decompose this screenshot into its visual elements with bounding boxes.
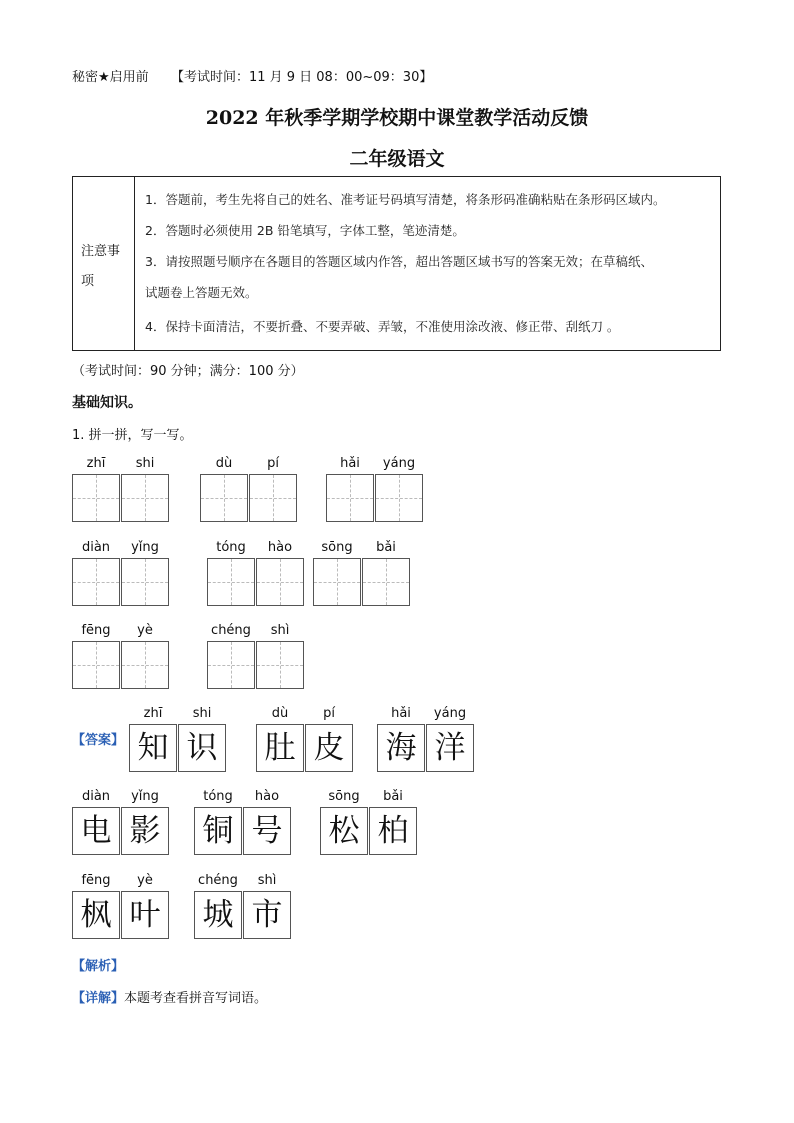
writing-cell[interactable]: [200, 474, 248, 522]
pinyin-label: tóng: [216, 540, 246, 555]
pinyin-label: tóng: [203, 789, 233, 804]
writing-cell[interactable]: [72, 474, 120, 522]
answer-character: 号: [251, 813, 283, 849]
answer-character-cell: [243, 807, 291, 855]
pinyin-label: shì: [257, 873, 277, 888]
answer-character-cell: [256, 724, 304, 772]
answer-character-cell: [426, 724, 474, 772]
answer-character-cell: [194, 891, 242, 939]
detail-line: [72, 987, 267, 1006]
pinyin-label: fēng: [81, 623, 111, 638]
writing-cell[interactable]: [121, 641, 169, 689]
exam-time: 【考试时间：11 月 9 日 08：00~09：30】: [170, 70, 433, 85]
writing-cell[interactable]: [207, 641, 255, 689]
answer-label: 【答案】: [72, 733, 125, 748]
writing-cell[interactable]: [256, 641, 304, 689]
answer-character-cell: [305, 724, 353, 772]
pinyin-label: bǎi: [383, 789, 403, 804]
writing-cell[interactable]: [362, 558, 410, 606]
pinyin-label: yè: [137, 623, 153, 638]
pinyin-label: shi: [192, 706, 212, 721]
pinyin-label: diàn: [81, 789, 111, 804]
writing-cell[interactable]: [326, 474, 374, 522]
pinyin-label: hǎi: [391, 706, 411, 721]
section-title: 基础知识。: [72, 395, 142, 411]
answer-character-cell: [243, 891, 291, 939]
answer-character: 叶: [129, 897, 161, 933]
answer-character: 海: [385, 730, 417, 766]
pinyin-label: diàn: [81, 540, 111, 555]
writing-cell[interactable]: [121, 474, 169, 522]
answer-character: 铜: [202, 813, 234, 849]
answer-character: 电: [80, 813, 112, 849]
pinyin-label: yǐng: [131, 789, 159, 804]
pinyin-label: sōng: [328, 789, 360, 804]
secret-label: 秘密★启用前: [72, 70, 149, 85]
answer-character: 松: [328, 813, 360, 849]
question-1: 1. 拼一拼，写一写。: [72, 428, 193, 443]
notice-box: [72, 176, 721, 351]
pinyin-label: zhī: [143, 706, 163, 721]
pinyin-label: bǎi: [376, 540, 396, 555]
pinyin-label: pí: [323, 706, 335, 721]
detail-label: 【详解】: [72, 991, 125, 1006]
answer-character-cell: [121, 891, 169, 939]
answer-character: 识: [186, 730, 218, 766]
answer-character-cell: [194, 807, 242, 855]
writing-cell[interactable]: [375, 474, 423, 522]
exam-header: [72, 66, 432, 85]
notice-label: 注意事项: [81, 244, 121, 289]
notice-rule-4: 4．保持卡面清洁，不要折叠、不要弄破、弄皱，不准使用涂改液、修正带、刮纸刀 。: [145, 319, 620, 334]
notice-rule-3-cont: 试题卷上答题无效。: [145, 285, 258, 300]
writing-cell[interactable]: [313, 558, 361, 606]
answer-character-cell: [121, 807, 169, 855]
analysis-label: 【解析】: [72, 959, 125, 974]
pinyin-label: shi: [135, 456, 155, 471]
writing-cell[interactable]: [121, 558, 169, 606]
pinyin-label: yè: [137, 873, 153, 888]
notice-rule-1: 1．答题前，考生先将自己的姓名、准考证号码填写清楚，将条形码准确粘贴在条形码区域内。: [145, 192, 666, 207]
notice-label-cell: [73, 177, 135, 350]
page-title: 2022 年秋季学期学校期中课堂教学活动反馈: [205, 107, 589, 129]
answer-character-cell: [178, 724, 226, 772]
writing-cell[interactable]: [256, 558, 304, 606]
page-subtitle: 二年级语文: [349, 148, 445, 170]
pinyin-label: dù: [271, 706, 289, 721]
answer-character-cell: [377, 724, 425, 772]
pinyin-label: yáng: [382, 456, 416, 471]
detail-text: 本题考查看拼音写词语。: [124, 991, 268, 1006]
exam-meta: （考试时间：90 分钟；满分：100 分）: [72, 364, 304, 379]
answer-character: 知: [137, 730, 169, 766]
answer-character: 影: [129, 813, 161, 849]
pinyin-label: fēng: [81, 873, 111, 888]
answer-character-cell: [72, 807, 120, 855]
pinyin-label: dù: [215, 456, 233, 471]
pinyin-label: pí: [267, 456, 279, 471]
writing-cell[interactable]: [207, 558, 255, 606]
writing-cell[interactable]: [72, 558, 120, 606]
pinyin-label: chéng: [211, 623, 251, 638]
answer-character: 市: [251, 897, 283, 933]
answer-character-cell: [369, 807, 417, 855]
answer-character: 柏: [377, 813, 409, 849]
pinyin-label: shì: [270, 623, 290, 638]
answer-character-cell: [320, 807, 368, 855]
answer-character: 肚: [264, 730, 296, 766]
pinyin-label: hào: [254, 789, 280, 804]
answer-character: 皮: [313, 730, 345, 766]
pinyin-label: hào: [267, 540, 293, 555]
answer-character: 城: [202, 897, 234, 933]
pinyin-label: yáng: [433, 706, 467, 721]
pinyin-label: yǐng: [131, 540, 159, 555]
notice-rule-3: 3．请按照题号顺序在各题目的答题区域内作答，超出答题区域书写的答案无效；在草稿纸、: [145, 254, 653, 269]
pinyin-label: zhī: [86, 456, 106, 471]
pinyin-label: hǎi: [340, 456, 360, 471]
answer-character: 枫: [80, 897, 112, 933]
writing-cell[interactable]: [72, 641, 120, 689]
pinyin-label: sōng: [321, 540, 353, 555]
answer-character-cell: [129, 724, 177, 772]
writing-cell[interactable]: [249, 474, 297, 522]
pinyin-label: chéng: [198, 873, 238, 888]
answer-character: 洋: [434, 730, 466, 766]
notice-rule-2: 2．答题时必须使用 2B 铅笔填写，字体工整，笔迹清楚。: [145, 223, 465, 238]
answer-character-cell: [72, 891, 120, 939]
